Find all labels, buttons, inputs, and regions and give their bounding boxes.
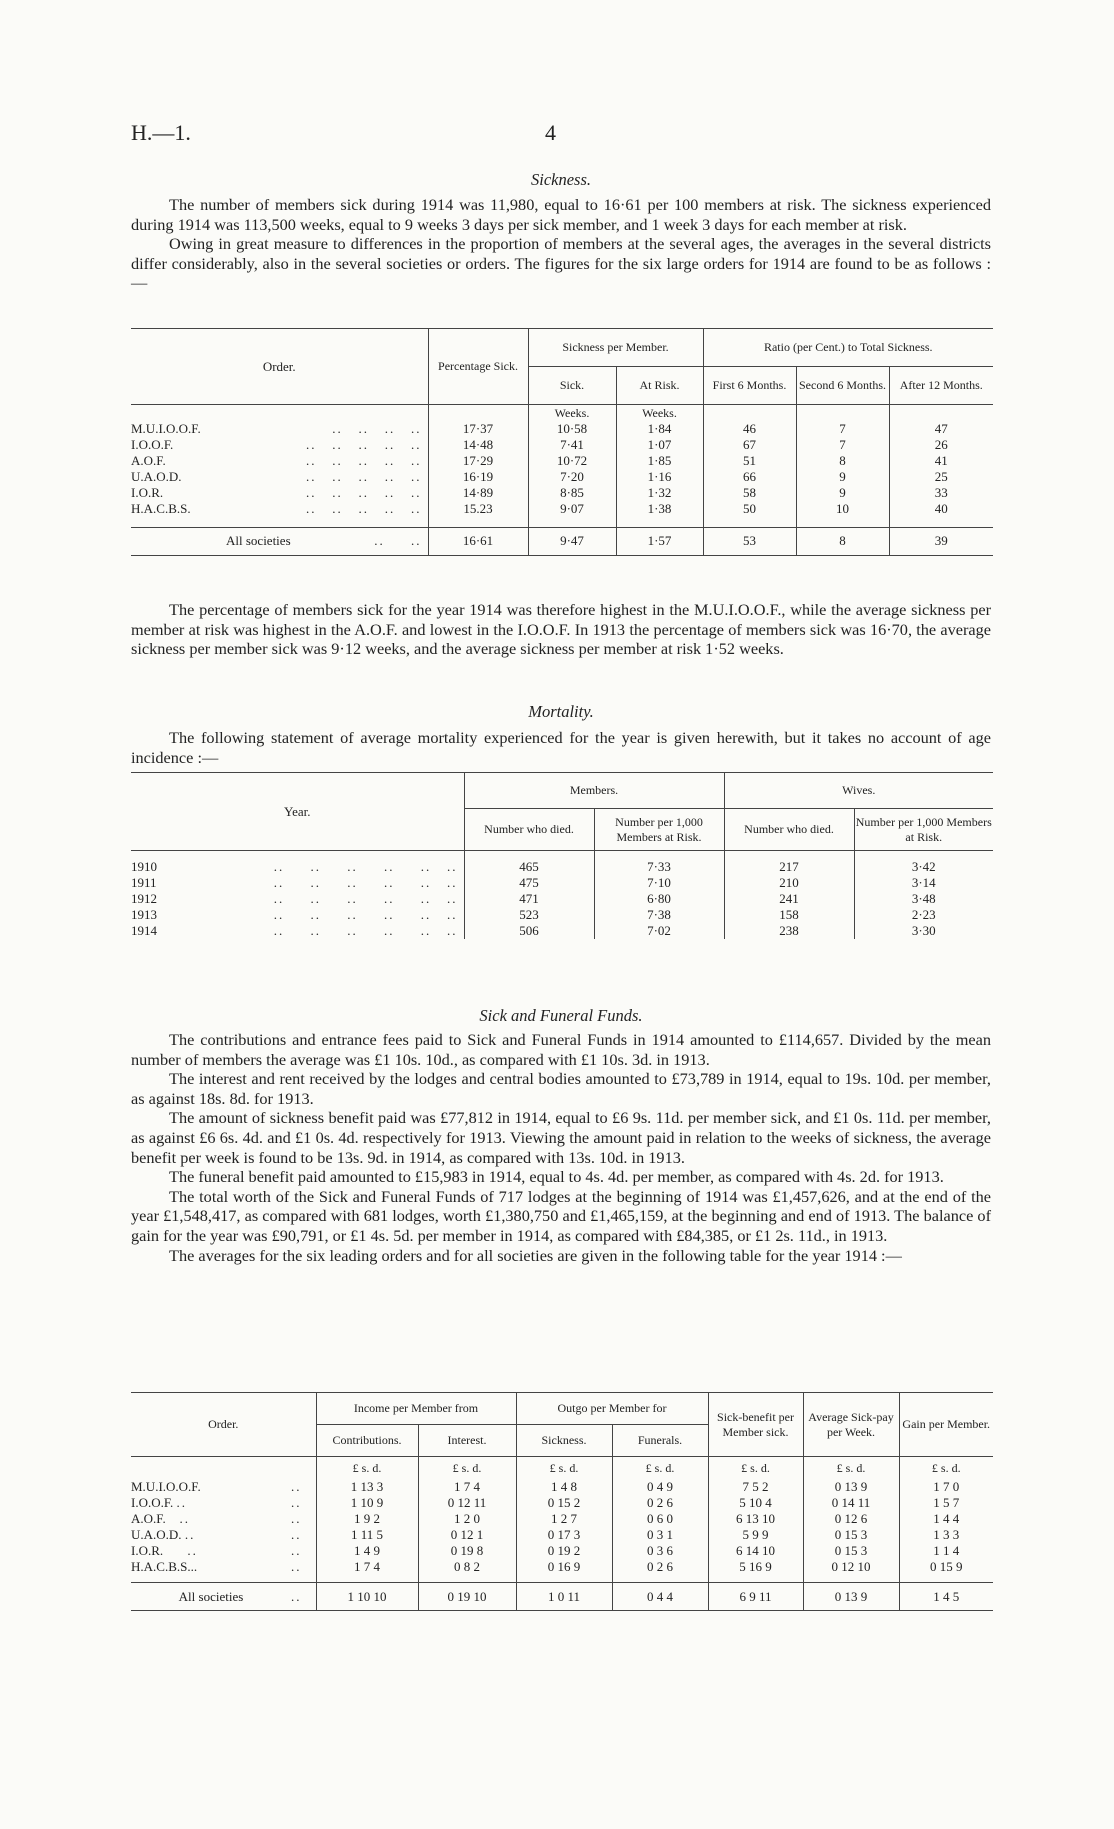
col-wives-header: Wives. [724,773,993,809]
second-cell: 8 [796,453,889,469]
year-cell: 1911 [131,874,157,890]
wives-rate-cell: 2·23 [854,907,993,923]
sickness-cell: 1 4 8 [516,1479,612,1495]
weeks-unit: Weeks. [528,405,616,422]
order-name: H.A.C.B.S... [131,1558,198,1574]
percentage-cell: 15.23 [428,501,528,517]
summary-paragraph: The percentage of members sick for the year 1914 was therefore highest in the M.U.I.O.O.F., while the average sickness per member at risk was highest in the A.O.F. and lowest in the I.O.O.F. In 1913 the percentage of members sick was 16·70, the average sickness per member sick was 9·12 weeks, and the average sickness per member at risk 1·52 weeks. [131,600,991,659]
wives-rate-cell: 3·42 [854,859,993,875]
year-cell: 1913 [131,906,157,922]
contrib-cell: 1 10 9 [316,1495,418,1511]
col-order-header: Order. [131,329,428,405]
wives-died-cell: 241 [724,891,854,907]
sickbenefit-cell: 6 13 10 [708,1511,803,1527]
gain-cell: 1 3 3 [899,1527,993,1543]
sick-cell: 7·41 [528,437,616,453]
members-rate-cell: 7·10 [594,875,724,891]
funds-paragraph: The funeral benefit paid amounted to £15,983 in 1914, equal to 4s. 4d. per member, as compared with 4s. 2d. for 1913. [169,1167,944,1187]
lsd-unit: £ s. d. [418,1457,516,1479]
table-row: U.A.O.D. .. .. .. .. .. 16·19 7·20 1·16 66 9 25 [131,469,993,485]
lsd-unit: £ s. d. [516,1457,612,1479]
interest-cell: 0 19 10 [418,1583,516,1611]
col-second-header: Second 6 Months. [796,367,889,405]
col-sickness-per-member-header: Sickness per Member. [528,329,703,367]
avgsick-cell: 0 14 11 [803,1495,899,1511]
total-row: All societies .. 1 10 10 0 19 10 1 0 11 0 4 4 6 9 11 0 13 9 1 4 5 [131,1583,993,1611]
sickbenefit-cell: 6 9 11 [708,1583,803,1611]
col-wives-died-header: Number who died. [724,809,854,851]
sickness-cell: 1 0 11 [516,1583,612,1611]
at-risk-cell: 1·85 [616,453,703,469]
sickness-cell: 0 19 2 [516,1543,612,1559]
sickness-heading: Sickness. [530,170,592,189]
at-risk-cell: 1·38 [616,501,703,517]
funds-paragraph: The contributions and entrance fees paid to Sick and Funeral Funds in 1914 amounted to £114,657. Divided by the mean number of members the average was £1 10s. 10d., as compared with £1 10s. 3d. in 1913. [131,1030,991,1069]
gain-cell: 1 4 4 [899,1511,993,1527]
col-outgo-header: Outgo per Member for [516,1393,708,1425]
first-cell: 58 [703,485,796,501]
percentage-cell: 17·29 [428,453,528,469]
table-row: 1913 .. .. .. .. .. .. 523 7·38 158 2·23 [131,907,993,923]
mortality-table [131,772,993,939]
mortality-heading: Mortality. [528,702,594,721]
after-cell: 33 [889,485,993,501]
lsd-unit: £ s. d. [612,1457,708,1479]
first-cell: 53 [703,527,796,555]
col-sickbenefit-header: Sick-benefit per Member sick. [708,1393,803,1457]
at-risk-cell: 1·57 [616,527,703,555]
funerals-cell: 0 6 0 [612,1511,708,1527]
second-cell: 7 [796,437,889,453]
table-row: U.A.O.D. .. .. 1 11 5 0 12 1 0 17 3 0 3 1 5 9 9 0 15 3 1 3 3 [131,1527,993,1543]
col-percentage-header: Percentage Sick. [428,329,528,405]
col-interest-header: Interest. [418,1425,516,1457]
percentage-cell: 16·19 [428,469,528,485]
table-row: A.O.F. .. .. 1 9 2 1 2 0 1 2 7 0 6 0 6 13 10 0 12 6 1 4 4 [131,1511,993,1527]
sickbenefit-cell: 5 10 4 [708,1495,803,1511]
contrib-cell: 1 7 4 [316,1559,418,1575]
after-cell: 41 [889,453,993,469]
percentage-cell: 14·89 [428,485,528,501]
funerals-cell: 0 4 9 [612,1479,708,1495]
avgsick-cell: 0 12 10 [803,1559,899,1575]
col-funerals-header: Funerals. [612,1425,708,1457]
year-cell: 1912 [131,890,157,906]
order-name: A.O.F. [131,453,166,468]
interest-cell: 1 7 4 [418,1479,516,1495]
contrib-cell: 1 4 9 [316,1543,418,1559]
after-cell: 25 [889,469,993,485]
interest-cell: 0 12 11 [418,1495,516,1511]
table-row: H.A.C.B.S. .. .. .. .. .. 15.23 9·07 1·38 50 10 40 [131,501,993,517]
wives-died-cell: 217 [724,859,854,875]
order-name: I.O.R. [131,1542,164,1558]
after-cell: 40 [889,501,993,517]
sickbenefit-cell: 6 14 10 [708,1543,803,1559]
funerals-cell: 0 2 6 [612,1495,708,1511]
funerals-cell: 0 2 6 [612,1559,708,1575]
sickness-paragraph: The number of members sick during 1914 was 11,980, equal to 16·61 per 100 members at risk. The sickness experienced during 1914 was 113,500 weeks, equal to 9 weeks 3 days per sick member, and 1 week 3 days for each member at risk. [131,195,991,234]
first-cell: 50 [703,501,796,517]
order-name: All societies [178,1588,244,1604]
lsd-unit: £ s. d. [899,1457,993,1479]
funerals-cell: 0 3 1 [612,1527,708,1543]
contrib-cell: 1 10 10 [316,1583,418,1611]
order-name: I.O.O.F. [131,437,174,452]
lsd-unit: £ s. d. [316,1457,418,1479]
wives-rate-cell: 3·48 [854,891,993,907]
interest-cell: 1 2 0 [418,1511,516,1527]
funds-heading: Sick and Funeral Funds. [479,1006,643,1025]
first-cell: 46 [703,421,796,437]
members-rate-cell: 7·38 [594,907,724,923]
funerals-cell: 0 3 6 [612,1543,708,1559]
order-name: All societies [226,533,291,548]
members-rate-cell: 7·33 [594,859,724,875]
gain-cell: 1 7 0 [899,1479,993,1495]
wives-rate-cell: 3·14 [854,875,993,891]
at-risk-cell: 1·84 [616,421,703,437]
after-cell: 26 [889,437,993,453]
sick-cell: 8·85 [528,485,616,501]
wives-rate-cell: 3·30 [854,923,993,939]
col-wives-rate-header: Number per 1,000 Members at Risk. [854,809,993,851]
table-row: 1914 .. .. .. .. .. .. 506 7·02 238 3·30 [131,923,993,939]
table-row: I.O.R. .. .. .. .. .. 14·89 8·85 1·32 58 9 33 [131,485,993,501]
after-cell: 39 [889,527,993,555]
funds-paragraph: The interest and rent received by the lodges and central bodies amounted to £73,789 in 1914, equal to 19s. 10d. per member, as against 18s. 8d. for 1913. [131,1069,991,1108]
interest-cell: 0 12 1 [418,1527,516,1543]
col-avgsick-header: Average Sick-pay per Week. [803,1393,899,1457]
funds-paragraph: The averages for the six leading orders and for all societies are given in the following table for the year 1914 :— [169,1245,902,1265]
funerals-cell: 0 4 4 [612,1583,708,1611]
first-cell: 66 [703,469,796,485]
mortality-intro [131,728,991,767]
gain-cell: 1 5 7 [899,1495,993,1511]
percentage-cell: 17·37 [428,421,528,437]
col-sick-header: Sick. [528,367,616,405]
table-row: M.U.I.O.O.F. .. 1 13 3 1 7 4 1 4 8 0 4 9 7 5 2 0 13 9 1 7 0 [131,1479,993,1495]
table-row: 1912 .. .. .. .. .. .. 471 6·80 241 3·48 [131,891,993,907]
at-risk-cell: 1·32 [616,485,703,501]
members-rate-cell: 6·80 [594,891,724,907]
sickness-paragraph: Owing in great measure to differences in the proportion of members at the several ages, the averages in the several districts differ considerably, also in the several societies or orders. The figures for the six large orders for 1914 are found to be as follows :— [131,234,991,293]
table-row: I.O.R. .. .. 1 4 9 0 19 8 0 19 2 0 3 6 6 14 10 0 15 3 1 1 4 [131,1543,993,1559]
year-cell: 1914 [131,922,157,938]
col-contrib-header: Contributions. [316,1425,418,1457]
order-name: M.U.I.O.O.F. [131,1478,201,1494]
col-members-header: Members. [464,773,724,809]
interest-cell: 0 8 2 [418,1559,516,1575]
percentage-cell: 16·61 [428,527,528,555]
members-died-cell: 471 [464,891,594,907]
sick-cell: 10·58 [528,421,616,437]
first-cell: 67 [703,437,796,453]
document-code: H.—1. [131,120,191,145]
contrib-cell: 1 11 5 [316,1527,418,1543]
sickbenefit-cell: 5 16 9 [708,1559,803,1575]
table-row: 1910 .. .. .. .. .. .. 465 7·33 217 3·42 [131,859,993,875]
sick-cell: 7·20 [528,469,616,485]
members-died-cell: 506 [464,923,594,939]
table-row: H.A.C.B.S... .. 1 7 4 0 8 2 0 16 9 0 2 6 5 16 9 0 12 10 0 15 9 [131,1559,993,1575]
mortality-paragraph: The following statement of average mortality experienced for the year is given herewith, but it takes no account of age incidence :— [131,728,991,767]
page-number: 4 [545,120,556,145]
second-cell: 10 [796,501,889,517]
funds-paragraph: The amount of sickness benefit paid was £77,812 in 1914, equal to £6 9s. 11d. per member sick, and £1 0s. 11d. per member, as against £6 6s. 4d. and £1 0s. 4d. respectively for 1913. Viewing the amount paid in relation to the weeks of sickness, the average benefit per week is found to be 13s. 9d. in 1914, as compared with 13s. 10d. in 1913. [131,1108,991,1167]
table-row: I.O.O.F. .. .. .. .. .. 14·48 7·41 1·07 67 7 26 [131,437,993,453]
sickness-summary [131,600,991,659]
sickness-cell: 0 17 3 [516,1527,612,1543]
second-cell: 8 [796,527,889,555]
col-order-header: Order. [131,1393,316,1457]
avgsick-cell: 0 15 3 [803,1543,899,1559]
members-died-cell: 465 [464,859,594,875]
col-gain-header: Gain per Member. [899,1393,993,1457]
sick-cell: 9·47 [528,527,616,555]
avgsick-cell: 0 13 9 [803,1479,899,1495]
order-name: U.A.O.D. [131,469,182,484]
lsd-unit: £ s. d. [708,1457,803,1479]
after-cell: 47 [889,421,993,437]
col-sickness-header: Sickness. [516,1425,612,1457]
second-cell: 9 [796,469,889,485]
avgsick-cell: 0 12 6 [803,1511,899,1527]
gain-cell: 0 15 9 [899,1559,993,1575]
sick-cell: 9·07 [528,501,616,517]
second-cell: 7 [796,421,889,437]
interest-cell: 0 19 8 [418,1543,516,1559]
year-cell: 1910 [131,858,157,874]
funds-table [131,1392,993,1611]
members-died-cell: 475 [464,875,594,891]
gain-cell: 1 4 5 [899,1583,993,1611]
total-row: All societies .. .. 16·61 9·47 1·57 53 8 39 [131,527,993,555]
order-name: U.A.O.D. [131,1526,182,1542]
contrib-cell: 1 9 2 [316,1511,418,1527]
wives-died-cell: 158 [724,907,854,923]
sickbenefit-cell: 7 5 2 [708,1479,803,1495]
order-name: M.U.I.O.O.F. [131,421,201,436]
percentage-cell: 14·48 [428,437,528,453]
weeks-unit: Weeks. [616,405,703,422]
sickness-table [131,328,993,556]
col-at-risk-header: At Risk. [616,367,703,405]
avgsick-cell: 0 13 9 [803,1583,899,1611]
col-members-died-header: Number who died. [464,809,594,851]
second-cell: 9 [796,485,889,501]
col-after-header: After 12 Months. [889,367,993,405]
contrib-cell: 1 13 3 [316,1479,418,1495]
sickness-cell: 0 16 9 [516,1559,612,1575]
sickness-text [131,195,991,293]
col-members-rate-header: Number per 1,000 Members at Risk. [594,809,724,851]
col-first-header: First 6 Months. [703,367,796,405]
funds-text [131,1030,991,1265]
lsd-unit: £ s. d. [803,1457,899,1479]
table-row: M.U.I.O.O.F. .. .. .. .. 17·37 10·58 1·84 46 7 47 [131,421,993,437]
col-ratio-header: Ratio (per Cent.) to Total Sickness. [703,329,993,367]
avgsick-cell: 0 15 3 [803,1527,899,1543]
members-died-cell: 523 [464,907,594,923]
at-risk-cell: 1·07 [616,437,703,453]
sick-cell: 10·72 [528,453,616,469]
members-rate-cell: 7·02 [594,923,724,939]
wives-died-cell: 210 [724,875,854,891]
order-name: H.A.C.B.S. [131,501,191,516]
table-row: A.O.F. .. .. .. .. .. 17·29 10·72 1·85 51 8 41 [131,453,993,469]
sickness-cell: 1 2 7 [516,1511,612,1527]
col-income-header: Income per Member from [316,1393,516,1425]
table-row: 1911 .. .. .. .. .. .. 475 7·10 210 3·14 [131,875,993,891]
wives-died-cell: 238 [724,923,854,939]
at-risk-cell: 1·16 [616,469,703,485]
sickness-cell: 0 15 2 [516,1495,612,1511]
order-name: A.O.F. [131,1510,166,1526]
table-row: I.O.O.F. .. .. 1 10 9 0 12 11 0 15 2 0 2 6 5 10 4 0 14 11 1 5 7 [131,1495,993,1511]
col-year-header: Year. [131,773,464,851]
sickbenefit-cell: 5 9 9 [708,1527,803,1543]
order-name: I.O.R. [131,485,164,500]
funds-paragraph: The total worth of the Sick and Funeral Funds of 717 lodges at the beginning of 1914 was £1,457,626, and at the end of the year £1,548,417, as compared with 681 lodges, worth £1,380,750 and £1,465,159, at the beginning and end of 1913. The balance of gain for the year was £90,791, or £1 4s. 5d. per member in 1914, as compared with £84,385, or £1 2s. 11d., in 1913. [131,1186,991,1245]
first-cell: 51 [703,453,796,469]
order-name: I.O.O.F. [131,1494,174,1510]
gain-cell: 1 1 4 [899,1543,993,1559]
